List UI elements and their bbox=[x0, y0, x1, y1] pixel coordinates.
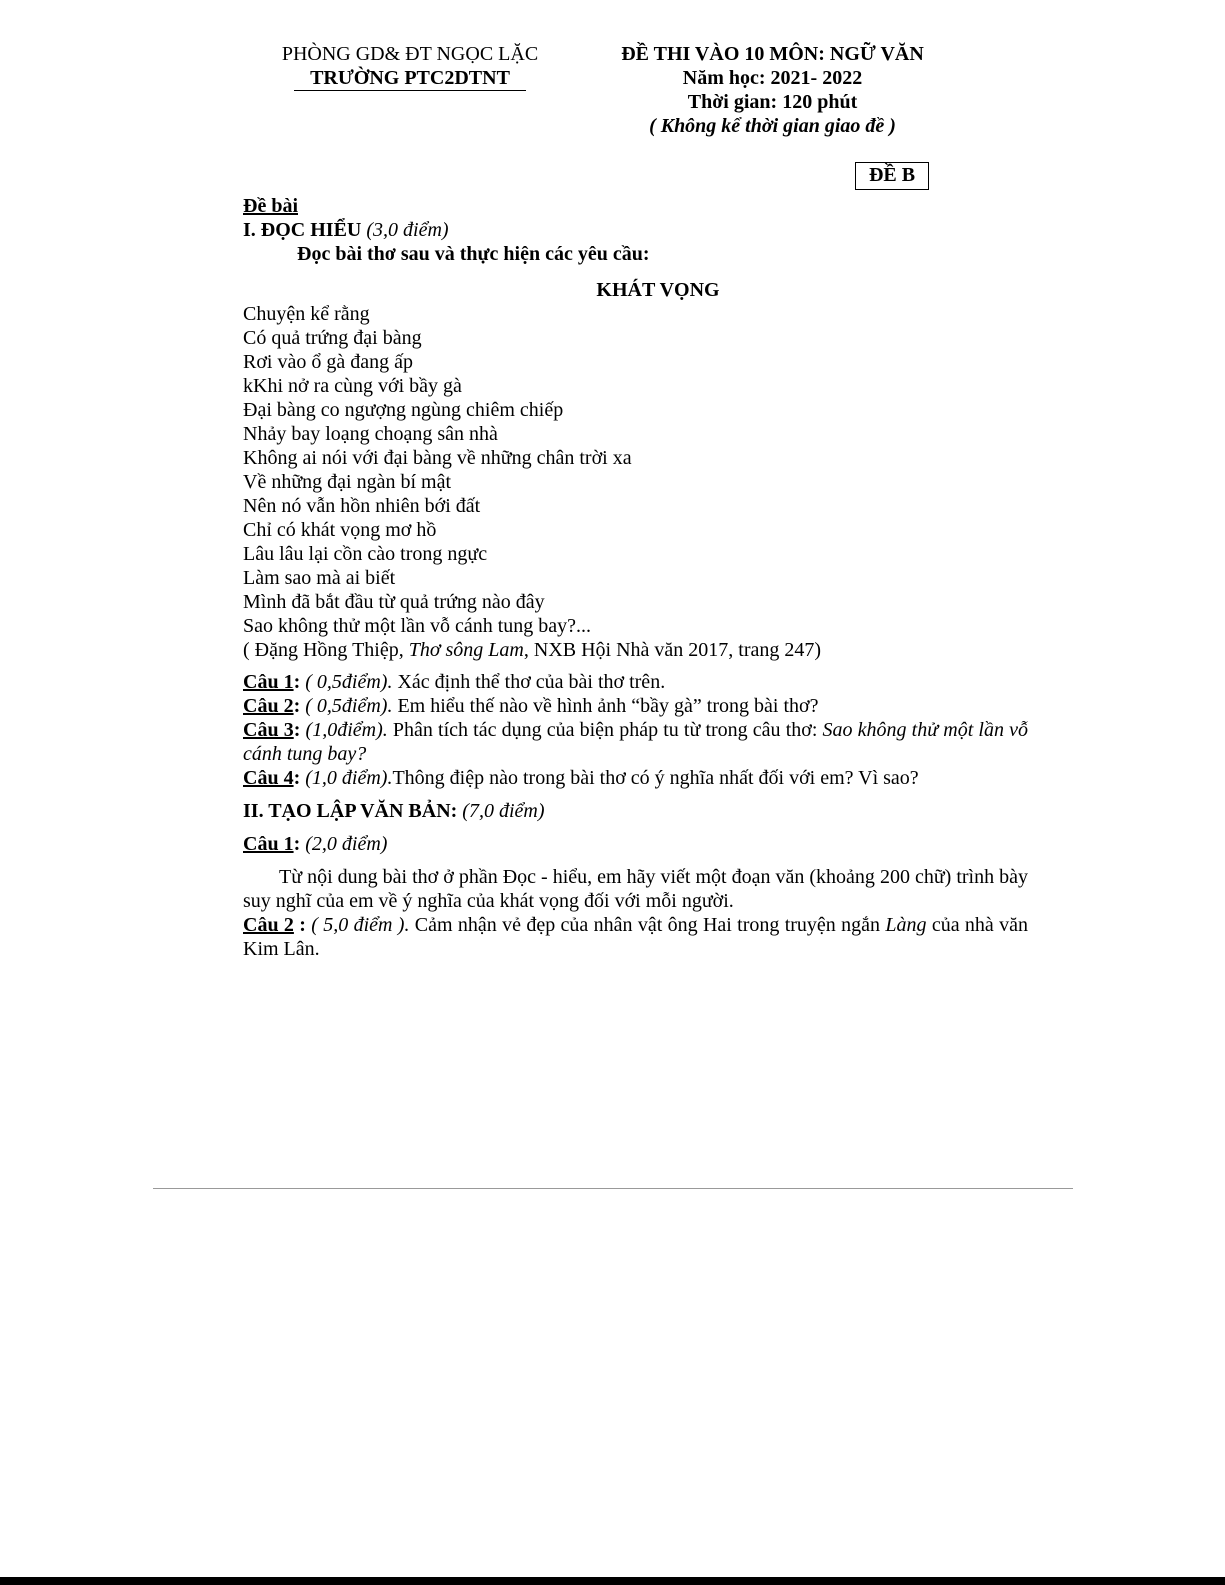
poem-line: Nên nó vẫn hồn nhiên bới đất bbox=[243, 495, 481, 517]
part1-title: I. ĐỌC HIỂU bbox=[243, 219, 362, 241]
writing-question-1-heading: Câu 1: (2,0 điểm) bbox=[243, 833, 388, 855]
question-points: ( 0,5điểm). bbox=[305, 671, 393, 693]
source-author: ( Đặng Hồng Thiệp, bbox=[243, 639, 409, 661]
poem-title: KHÁT VỌNG bbox=[596, 279, 720, 301]
part1-heading bbox=[243, 218, 1028, 242]
part2-points: (7,0 điểm) bbox=[462, 800, 545, 822]
poem-line: Không ai nói với đại bàng về những chân trời xa bbox=[243, 447, 632, 469]
poem-source bbox=[243, 638, 1028, 662]
question-text: Phân tích tác dụng của biện pháp tu từ trong câu thơ: bbox=[392, 719, 818, 741]
question-points: ( 0,5điểm). bbox=[305, 695, 393, 717]
school-header bbox=[230, 42, 590, 91]
bottom-edge-bar bbox=[0, 1577, 1225, 1585]
writing-question-2 bbox=[243, 913, 1028, 961]
exam-body bbox=[243, 194, 1028, 961]
part1-instruction: Đọc bài thơ sau và thực hiện các yêu cầu: bbox=[297, 243, 650, 265]
writing-question-1-text: Từ nội dung bài thơ ở phần Đọc - hiểu, em hãy viết một đoạn văn (khoảng 200 chữ) trình bày suy nghĩ của em về ý nghĩa của khát vọng đối với mỗi người. bbox=[243, 866, 1028, 912]
poem-line: Sao không thử một lần vỗ cánh tung bay?... bbox=[243, 615, 592, 637]
work-title: Làng bbox=[885, 914, 927, 936]
poem-line: Nhảy bay loạng choạng sân nhà bbox=[243, 423, 498, 445]
department-name: PHÒNG GD& ĐT NGỌC LẶC bbox=[281, 43, 539, 65]
part2-title: II. TẠO LẬP VĂN BẢN: bbox=[243, 800, 458, 822]
exam-variant-badge: ĐỀ B bbox=[855, 162, 929, 190]
question-2: Câu 2: ( 0,5điểm). Em hiểu thế nào về hình ảnh “bầy gà” trong bài thơ? bbox=[243, 695, 819, 717]
question-text: Thông điệp nào trong bài thơ có ý nghĩa nhất đối với em? Vì sao? bbox=[392, 767, 919, 789]
page-divider bbox=[153, 1188, 1073, 1189]
question-text: Cảm nhận vẻ đẹp của nhân vật ông Hai trong truyện ngắn bbox=[414, 914, 881, 936]
duration-note: ( Không kể thời gian giao đề ) bbox=[649, 115, 896, 137]
question-label: Câu 4 bbox=[243, 767, 294, 789]
school-name: TRƯỜNG PTC2DTNT bbox=[294, 66, 526, 91]
question-label: Câu 2 bbox=[243, 695, 294, 717]
question-text: Em hiểu thế nào về hình ảnh “bầy gà” trong bài thơ? bbox=[397, 695, 819, 717]
question-4: Câu 4: (1,0 điểm).Thông điệp nào trong bài thơ có ý nghĩa nhất đối với em? Vì sao? bbox=[243, 767, 919, 789]
poem-line: Chỉ có khát vọng mơ hồ bbox=[243, 519, 437, 541]
reading-questions bbox=[243, 670, 1028, 790]
exam-heading: Đề bài bbox=[243, 195, 298, 217]
exam-duration: Thời gian: 120 phút bbox=[687, 91, 858, 113]
question-colon: : bbox=[293, 914, 306, 936]
poem-line: Làm sao mà ai biết bbox=[243, 567, 396, 589]
poem-line: Chuyện kể rằng bbox=[243, 303, 370, 325]
question-quote: Sao không thử một lần vỗ cánh tung bay? bbox=[243, 719, 1029, 765]
poem-line: Mình đã bắt đầu từ quả trứng nào đây bbox=[243, 591, 545, 613]
exam-title: ĐỀ THI VÀO 10 MÔN: NGỮ VĂN bbox=[621, 43, 924, 65]
question-3: Câu 3: (1,0điểm). Phân tích tác dụng của biện pháp tu từ trong câu thơ: Sao không thử một lần vỗ cánh tung bay? bbox=[243, 719, 1029, 765]
question-label: Câu 1 bbox=[243, 833, 294, 855]
question-text-end: của nhà văn Kim Lân. bbox=[243, 914, 1029, 960]
poem-line: Có quả trứng đại bàng bbox=[243, 327, 422, 349]
question-points: ( 5,0 điểm ). bbox=[311, 914, 410, 936]
question-points: (1,0điểm). bbox=[305, 719, 388, 741]
question-points: (2,0 điểm) bbox=[305, 833, 388, 855]
question-points: (1,0 điểm). bbox=[305, 767, 393, 789]
question-1: Câu 1: ( 0,5điểm). Xác định thể thơ của bài thơ trên. bbox=[243, 671, 666, 693]
poem-line: Về những đại ngàn bí mật bbox=[243, 471, 452, 493]
poem-line: Lâu lâu lại cồn cào trong ngực bbox=[243, 543, 488, 565]
question-label: Câu 2 bbox=[243, 914, 294, 936]
source-publisher: , NXB Hội Nhà văn 2017, trang 247) bbox=[523, 639, 822, 661]
source-book: Thơ sông Lam bbox=[408, 639, 524, 661]
part1-points: (3,0 điểm) bbox=[366, 219, 449, 241]
question-label: Câu 3 bbox=[243, 719, 294, 741]
question-text: Xác định thể thơ của bài thơ trên. bbox=[397, 671, 666, 693]
exam-header bbox=[580, 42, 965, 138]
poem-line: Đại bàng co ngượng ngùng chiêm chiếp bbox=[243, 399, 564, 421]
poem-line: Rơi vào ổ gà đang ấp bbox=[243, 351, 413, 373]
part2-heading bbox=[243, 799, 1028, 823]
question-label: Câu 1 bbox=[243, 671, 294, 693]
school-year: Năm học: 2021- 2022 bbox=[682, 67, 863, 89]
poem-body bbox=[243, 302, 1028, 638]
poem-line: kKhi nở ra cùng với bầy gà bbox=[243, 375, 462, 397]
